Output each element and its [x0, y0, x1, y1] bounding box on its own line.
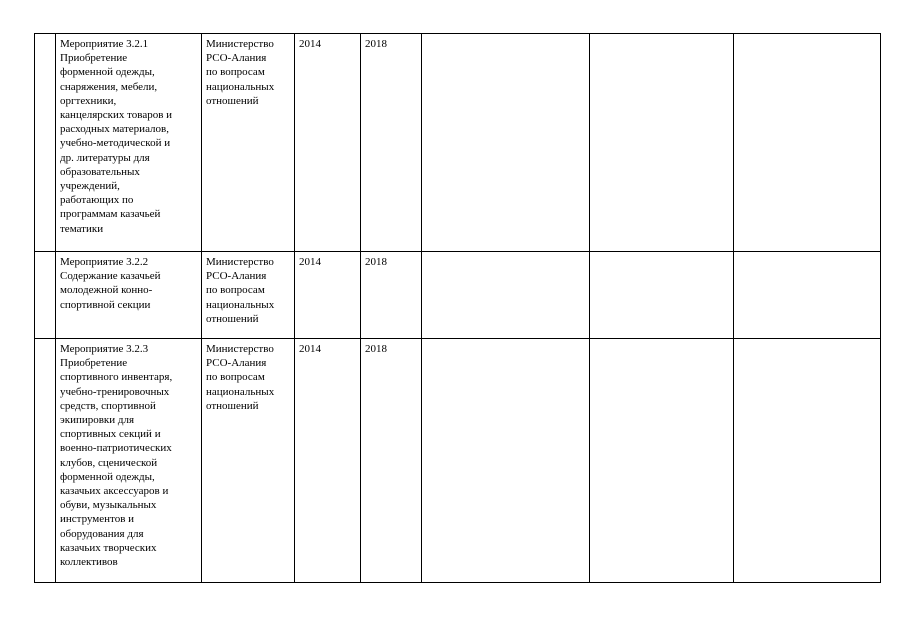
start-year-cell: 2014 — [295, 34, 361, 252]
measures-table — [34, 33, 881, 583]
table-row — [35, 339, 881, 583]
measure-title: Мероприятие 3.2.2 — [60, 256, 149, 268]
measure-description: Содержание казачьей молодежной конно- спортивной секции — [60, 270, 161, 311]
measure-description: Приобретение форменной одежды, снаряжения, мебели, оргтехники, канцелярских товаров и расходных материалов, учебно-методической и др. литературы для образовательных учреждений, работающих по программам казачьей тематики — [60, 52, 173, 235]
measure-title: Мероприятие 3.2.3 — [60, 343, 149, 355]
empty-cell — [422, 252, 590, 339]
row-number-cell — [35, 339, 56, 583]
end-year-cell: 2018 — [361, 252, 422, 339]
measure-description: Приобретение спортивного инвентаря, учебно-тренировочных средств, спортивной экипировки для спортивных секций и военно-патриотических клубов, сценической форменной одежды, казачьих аксессуаров и обуви, музыкальных инструментов и оборудования для казачьих творческих коллективов — [60, 357, 173, 569]
empty-cell — [734, 252, 881, 339]
row-number-cell — [35, 252, 56, 339]
executor-cell: Министерство РСО-Алания по вопросам национальных отношений — [202, 252, 295, 339]
empty-cell — [590, 339, 734, 583]
empty-cell — [422, 34, 590, 252]
executor-cell: Министерство РСО-Алания по вопросам национальных отношений — [202, 34, 295, 252]
table-row — [35, 34, 881, 252]
table-row — [35, 252, 881, 339]
measure-cell — [56, 252, 202, 339]
empty-cell — [422, 339, 590, 583]
start-year-cell: 2014 — [295, 252, 361, 339]
measure-cell — [56, 339, 202, 583]
start-year-cell: 2014 — [295, 339, 361, 583]
empty-cell — [734, 34, 881, 252]
end-year-cell: 2018 — [361, 339, 422, 583]
end-year-cell: 2018 — [361, 34, 422, 252]
measure-title: Мероприятие 3.2.1 — [60, 38, 149, 50]
row-number-cell — [35, 34, 56, 252]
executor-cell: Министерство РСО-Алания по вопросам национальных отношений — [202, 339, 295, 583]
measure-cell — [56, 34, 202, 252]
empty-cell — [590, 34, 734, 252]
empty-cell — [590, 252, 734, 339]
empty-cell — [734, 339, 881, 583]
